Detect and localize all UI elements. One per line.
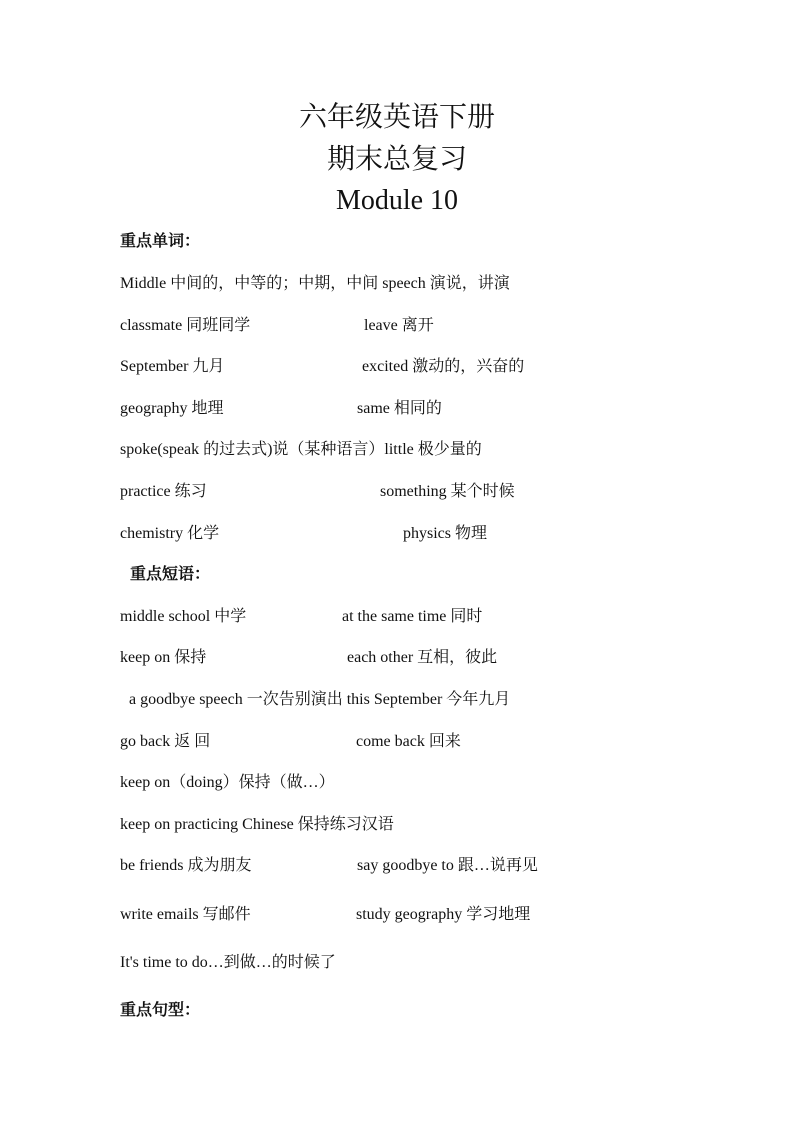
word-row: classmate 同班同学 [120,317,251,334]
phrase-row: keep on practicing Chinese 保持练习汉语 [120,816,394,833]
word-row-right: something 某个时候 [380,483,515,500]
word-row: Middle 中间的，中等的；中期，中间 speech 演说，讲演 [120,275,510,292]
phrase-row: keep on 保持 [120,649,207,666]
word-row: practice 练习 [120,483,207,500]
phrase-row-right: each other 互相，彼此 [347,649,498,666]
phrases-heading: 重点短语： [130,566,211,583]
word-row-right: excited 激动的，兴奋的 [362,358,525,375]
phrase-row: be friends 成为朋友 [120,857,252,874]
phrase-row: It's time to do…到做…的时候了 [120,954,336,971]
word-row-right: physics 物理 [403,525,488,542]
phrase-row-right: study geography 学习地理 [356,906,531,923]
word-row: geography 地理 [120,400,224,417]
word-row: chemistry 化学 [120,525,220,542]
phrase-row: go back 返 回 [120,733,211,750]
word-row: spoke(speak 的过去式)说（某种语言）little 极少量的 [120,441,482,458]
phrase-row: write emails 写邮件 [120,906,251,923]
phrase-row: keep on（doing）保持（做…） [120,774,335,791]
word-row: September 九月 [120,358,225,375]
phrase-row-right: say goodbye to 跟…说再见 [357,857,538,874]
phrase-row-right: come back 回来 [356,733,461,750]
doc-subtitle: 期末总复习 [326,144,467,175]
doc-title: 六年级英语下册 [298,102,495,133]
phrase-row-right: at the same time 同时 [342,608,483,625]
module-title: Module 10 [335,185,459,216]
sentences-heading: 重点句型： [120,1002,201,1019]
phrase-row: a goodbye speech 一次告别演出 this September 今年九月 [129,691,511,708]
phrase-row: middle school 中学 [120,608,247,625]
words-heading: 重点单词： [120,233,201,250]
word-row-right: leave 离开 [364,317,434,334]
word-row-right: same 相同的 [357,400,442,417]
